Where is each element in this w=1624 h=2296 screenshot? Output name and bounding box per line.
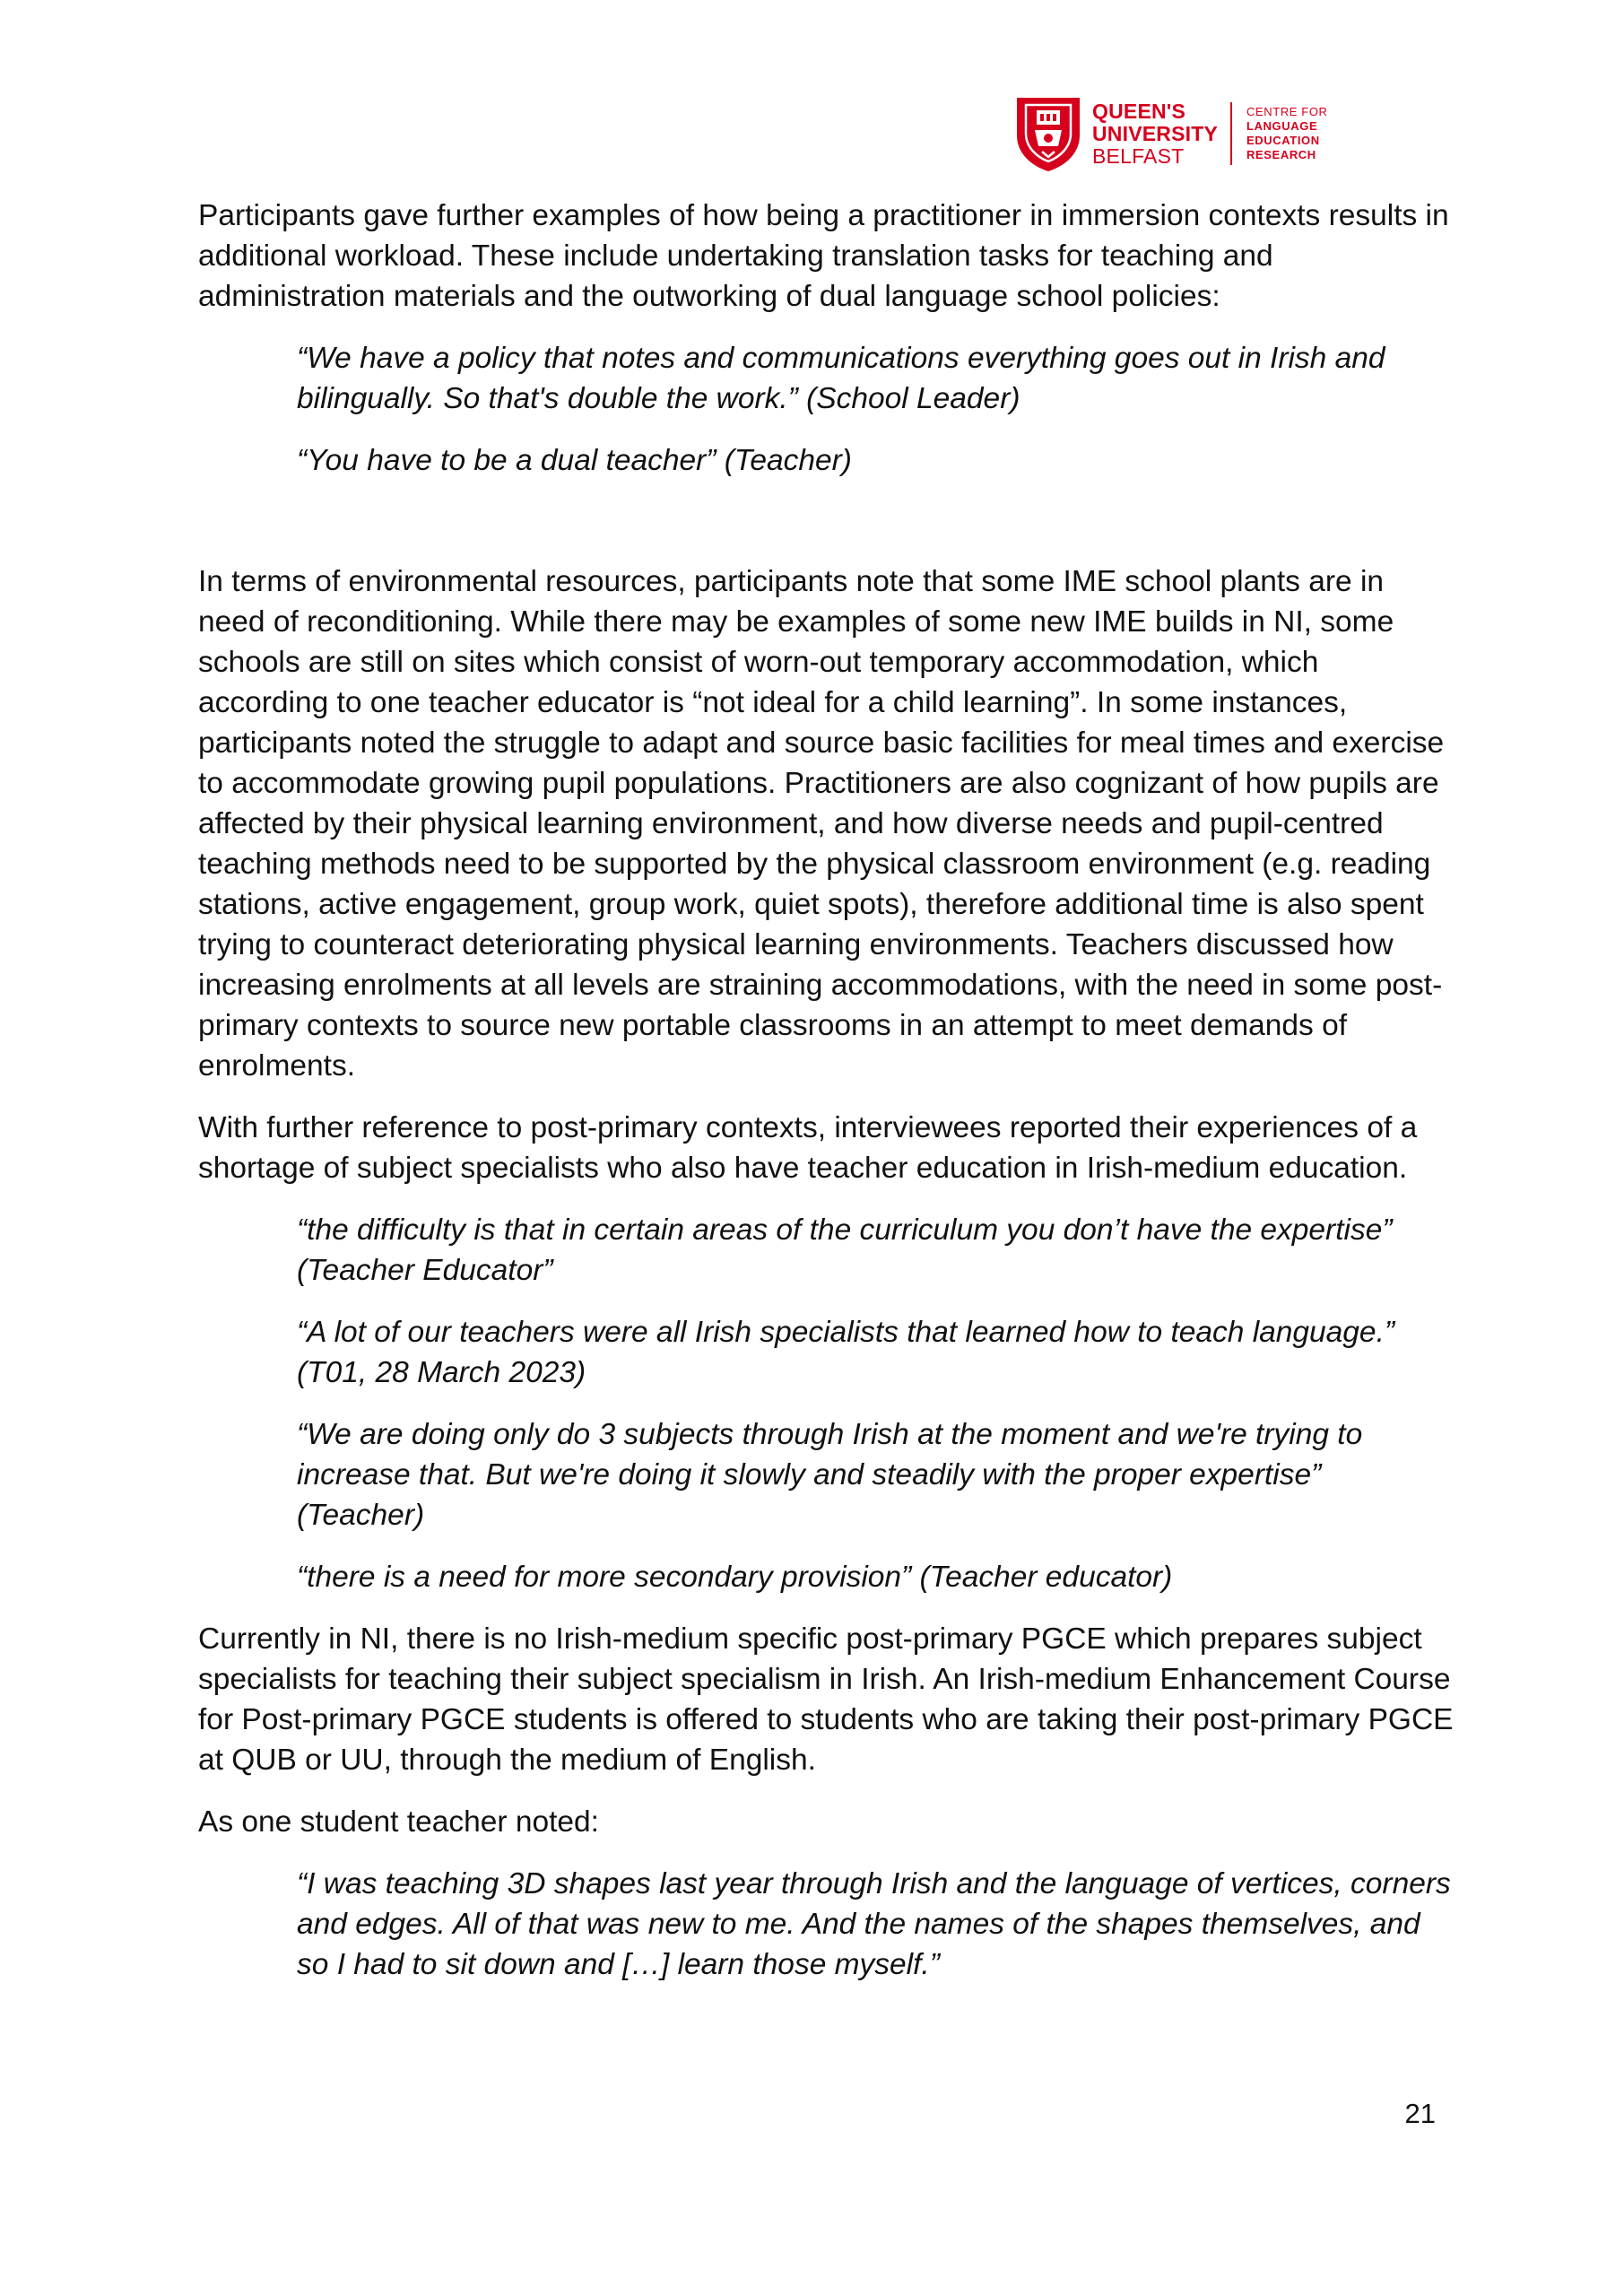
university-name bbox=[1092, 100, 1218, 168]
paragraph-post-primary: With further reference to post-primary contexts, interviewees reported their experiences of a shortage of subject specialists who also have teacher education in Irish-medium education. bbox=[198, 1111, 1418, 1185]
body-text bbox=[198, 196, 1454, 2006]
centre-name bbox=[1246, 105, 1328, 162]
section-spacer bbox=[198, 502, 1454, 561]
quote-secondary-provision: “there is a need for more secondary provision” (Teacher educator) bbox=[297, 1561, 1173, 1594]
centre-line-3: EDUCATION bbox=[1246, 134, 1320, 147]
logo-divider bbox=[1230, 102, 1232, 165]
logo-line-3: BELFAST bbox=[1092, 144, 1185, 168]
logo-line-1: QUEEN'S bbox=[1092, 99, 1186, 123]
logo-line-2: UNIVERSITY bbox=[1092, 121, 1219, 145]
paragraph-workload: Participants gave further examples of how being a practitioner in immersion contexts results in additional workload. These include undertaking translation tasks for teaching and administration materials and the outworking of dual language school policies: bbox=[198, 199, 1449, 313]
quote-teacher-educator-expertise: “the difficulty is that in certain areas of the curriculum you don’t have the expertise” (Teacher Educator” bbox=[297, 1213, 1393, 1287]
paragraph-student-teacher-intro: As one student teacher noted: bbox=[198, 1805, 599, 1839]
quote-school-leader: “We have a policy that notes and communications everything goes out in Irish and bilingually. So that's double the work.” (School Leader) bbox=[297, 342, 1385, 415]
university-crest-icon bbox=[1013, 94, 1083, 173]
paragraph-environmental-resources: In terms of environmental resources, participants note that some IME school plants are in need of reconditioning. While there may be examples of some new IME builds in NI, some schools are still on sites which consist of worn-out temporary accommodation, which according to one teacher educator is “not ideal for a child learning”. In some instances, participants noted the struggle to adapt and source basic facilities for meal times and exercise to accommodate growing pupil populations. Practitioners are also cognizant of how pupils are affected by their physical learning environment, and how diverse needs and pupil-centred teaching methods need to be supported by the physical classroom environment (e.g. reading stations, active engagement, group work, quiet spots), therefore additional time is also spent trying to counteract deteriorating physical learning environments. Teachers discussed how increasing enrolments at all levels are straining accommodations, with the need in some post-primary contexts to source new portable classrooms in an attempt to meet demands of enrolments. bbox=[198, 565, 1445, 1083]
page-number: 21 bbox=[1404, 2098, 1436, 2129]
quote-dual-teacher: “You have to be a dual teacher” (Teacher) bbox=[297, 444, 852, 477]
centre-line-1: CENTRE FOR bbox=[1246, 105, 1328, 118]
quote-irish-specialists: “A lot of our teachers were all Irish specialists that learned how to teach language.” (T01, 28 March 2023) bbox=[297, 1316, 1395, 1389]
quote-3d-shapes: “I was teaching 3D shapes last year through Irish and the language of vertices, corners and edges. All of that was new to me. And the names of the shapes themselves, and so I had to sit down and […] learn those myself.” bbox=[297, 1867, 1451, 1981]
centre-line-2: LANGUAGE bbox=[1246, 119, 1318, 133]
paragraph-pgce: Currently in NI, there is no Irish-medium specific post-primary PGCE which prepares subject specialists for teaching their subject specialism in Irish. An Irish-medium Enhancement Course for Post-primary PGCE students is offered to students who are taking their post-primary PGCE at QUB or UU, through the medium of English. bbox=[198, 1622, 1454, 1777]
university-logo bbox=[1013, 93, 1372, 174]
centre-line-4: RESEARCH bbox=[1246, 148, 1316, 161]
quote-three-subjects: “We are doing only do 3 subjects through Irish at the moment and we're trying to increase that. But we're doing it slowly and steadily with the proper expertise” (Teacher) bbox=[297, 1418, 1363, 1532]
